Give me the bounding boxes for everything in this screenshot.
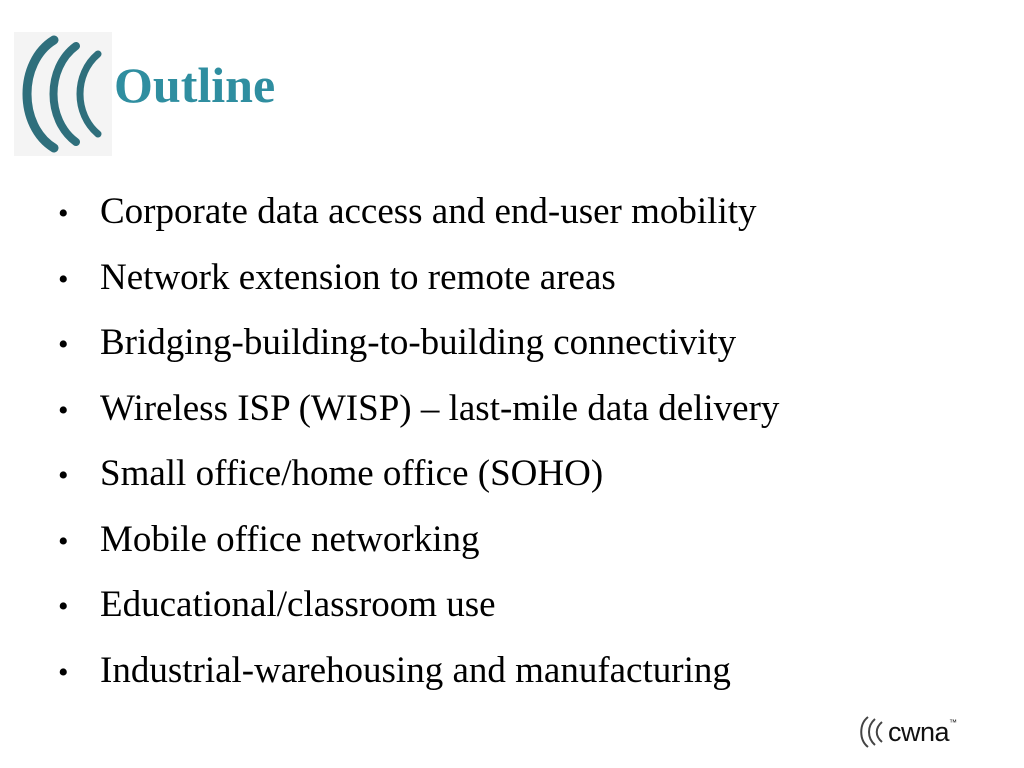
bullet-icon: • bbox=[58, 459, 69, 492]
bullet-item bbox=[58, 452, 779, 518]
bullet-text: Wireless ISP (WISP) – last-mile data delivery bbox=[100, 387, 780, 429]
bullet-icon: • bbox=[58, 393, 69, 427]
bullet-icon: • bbox=[58, 655, 69, 689]
bullet-text: Small office/home office (SOHO) bbox=[100, 453, 604, 494]
bullet-text: Corporate data access and end-user mobility bbox=[100, 191, 757, 232]
bullet-item bbox=[58, 256, 779, 322]
bullet-text: Industrial-warehousing and manufacturing bbox=[100, 649, 731, 691]
bullet-icon: • bbox=[58, 262, 69, 296]
slide-title: Outline bbox=[114, 57, 276, 113]
bullet-text: Mobile office networking bbox=[100, 518, 480, 560]
bullet-icon: • bbox=[58, 590, 69, 623]
bullet-text: Network extension to remote areas bbox=[100, 256, 616, 298]
bullet-item bbox=[58, 518, 779, 584]
trademark-symbol: ™ bbox=[949, 718, 958, 727]
signal-arcs-icon bbox=[858, 714, 886, 750]
bullet-icon: • bbox=[58, 524, 69, 558]
brand-wordmark: cwna bbox=[888, 716, 950, 747]
bullet-item bbox=[58, 190, 779, 256]
footer-logo bbox=[858, 710, 980, 754]
bullet-item bbox=[58, 321, 779, 387]
bullet-item bbox=[58, 583, 779, 649]
bullet-item bbox=[58, 387, 779, 453]
bullet-icon: • bbox=[58, 328, 69, 361]
bullet-text: Educational/classroom use bbox=[100, 584, 496, 625]
bullet-list bbox=[58, 190, 779, 714]
bullet-text: Bridging-building-to-building connectivity bbox=[100, 322, 737, 363]
signal-arcs-icon bbox=[14, 32, 112, 156]
bullet-icon: • bbox=[58, 197, 69, 230]
bullet-item bbox=[58, 649, 779, 715]
